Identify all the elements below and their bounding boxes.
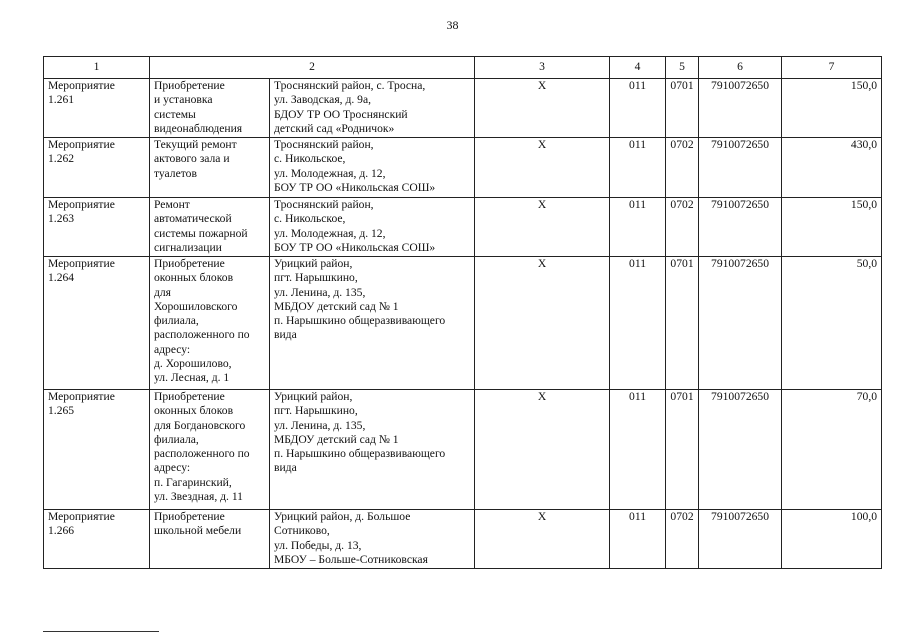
measure-address: Троснянский район, с. Тросна, ул. Заводская, д. 9а, БДОУ ТР ОО Троснянский детский сад «Родничок» [270,79,475,138]
measure-col-4: 011 [610,79,666,138]
header-col-1: 1 [44,57,150,79]
measure-amount: 150,0 [782,79,882,138]
measure-col-6: 7910072650 [699,510,782,569]
measure-description: Приобретение и установка системы видеонаблюдения [150,79,270,138]
measure-col-3: X [475,138,610,198]
measure-col-6: 7910072650 [699,198,782,257]
measure-id: Мероприятие 1.266 [44,510,150,569]
measure-id: Мероприятие 1.262 [44,138,150,198]
page-number: 38 [446,18,459,32]
measure-col-5: 0701 [666,257,699,390]
measure-col-5: 0701 [666,390,699,510]
measure-col-5: 0702 [666,198,699,257]
measure-address: Урицкий район, пгт. Нарышкино, ул. Ленина, д. 135, МБДОУ детский сад № 1 п. Нарышкино общеразвивающего вида [270,390,475,510]
table-row [44,138,882,198]
table-row [44,257,882,390]
table-row [44,510,882,569]
measure-col-4: 011 [610,257,666,390]
header-col-6: 6 [699,57,782,79]
measure-description: Приобретение школьной мебели [150,510,270,569]
measure-col-5: 0702 [666,138,699,198]
measure-col-6: 7910072650 [699,257,782,390]
measure-address: Троснянский район, с. Никольское, ул. Молодежная, д. 12, БОУ ТР ОО «Никольская СОШ» [270,138,475,198]
measure-col-4: 011 [610,390,666,510]
table-row [44,198,882,257]
measure-col-6: 7910072650 [699,390,782,510]
measure-amount: 50,0 [782,257,882,390]
header-col-3: 3 [475,57,610,79]
header-col-5: 5 [666,57,699,79]
header-col-4: 4 [610,57,666,79]
measure-col-3: X [475,390,610,510]
measure-id: Мероприятие 1.261 [44,79,150,138]
measure-col-4: 011 [610,198,666,257]
measure-address: Троснянский район, с. Никольское, ул. Молодежная, д. 12, БОУ ТР ОО «Никольская СОШ» [270,198,475,257]
table-row [44,390,882,510]
measure-amount: 430,0 [782,138,882,198]
measure-description: Приобретение оконных блоков для Хорошиловского филиала, расположенного по адресу: д. Хорошилово, ул. Лесная, д. 1 [150,257,270,390]
table-row [44,79,882,138]
measure-amount: 70,0 [782,390,882,510]
measure-amount: 150,0 [782,198,882,257]
measure-col-3: X [475,510,610,569]
measure-id: Мероприятие 1.263 [44,198,150,257]
measure-col-3: X [475,79,610,138]
footnote-divider [43,631,159,632]
measure-col-6: 7910072650 [699,79,782,138]
measure-description: Приобретение оконных блоков для Богдановского филиала, расположенного по адресу: п. Гагаринский, ул. Звездная, д. 11 [150,390,270,510]
measure-col-5: 0702 [666,510,699,569]
header-col-2: 2 [150,57,475,79]
table-header-row [44,57,882,79]
measure-description: Текущий ремонт актового зала и туалетов [150,138,270,198]
measure-col-3: X [475,257,610,390]
measure-col-6: 7910072650 [699,138,782,198]
header-col-7: 7 [782,57,882,79]
measure-col-3: X [475,198,610,257]
measure-amount: 100,0 [782,510,882,569]
measure-address: Урицкий район, пгт. Нарышкино, ул. Ленина, д. 135, МБДОУ детский сад № 1 п. Нарышкино общеразвивающего вида [270,257,475,390]
measures-table [43,56,882,569]
measure-col-5: 0701 [666,79,699,138]
measure-id: Мероприятие 1.265 [44,390,150,510]
measure-col-4: 011 [610,138,666,198]
measure-description: Ремонт автоматической системы пожарной сигнализации [150,198,270,257]
measure-address: Урицкий район, д. Большое Сотниково, ул. Победы, д. 13, МБОУ – Больше-Сотниковская [270,510,475,569]
measure-id: Мероприятие 1.264 [44,257,150,390]
measure-col-4: 011 [610,510,666,569]
